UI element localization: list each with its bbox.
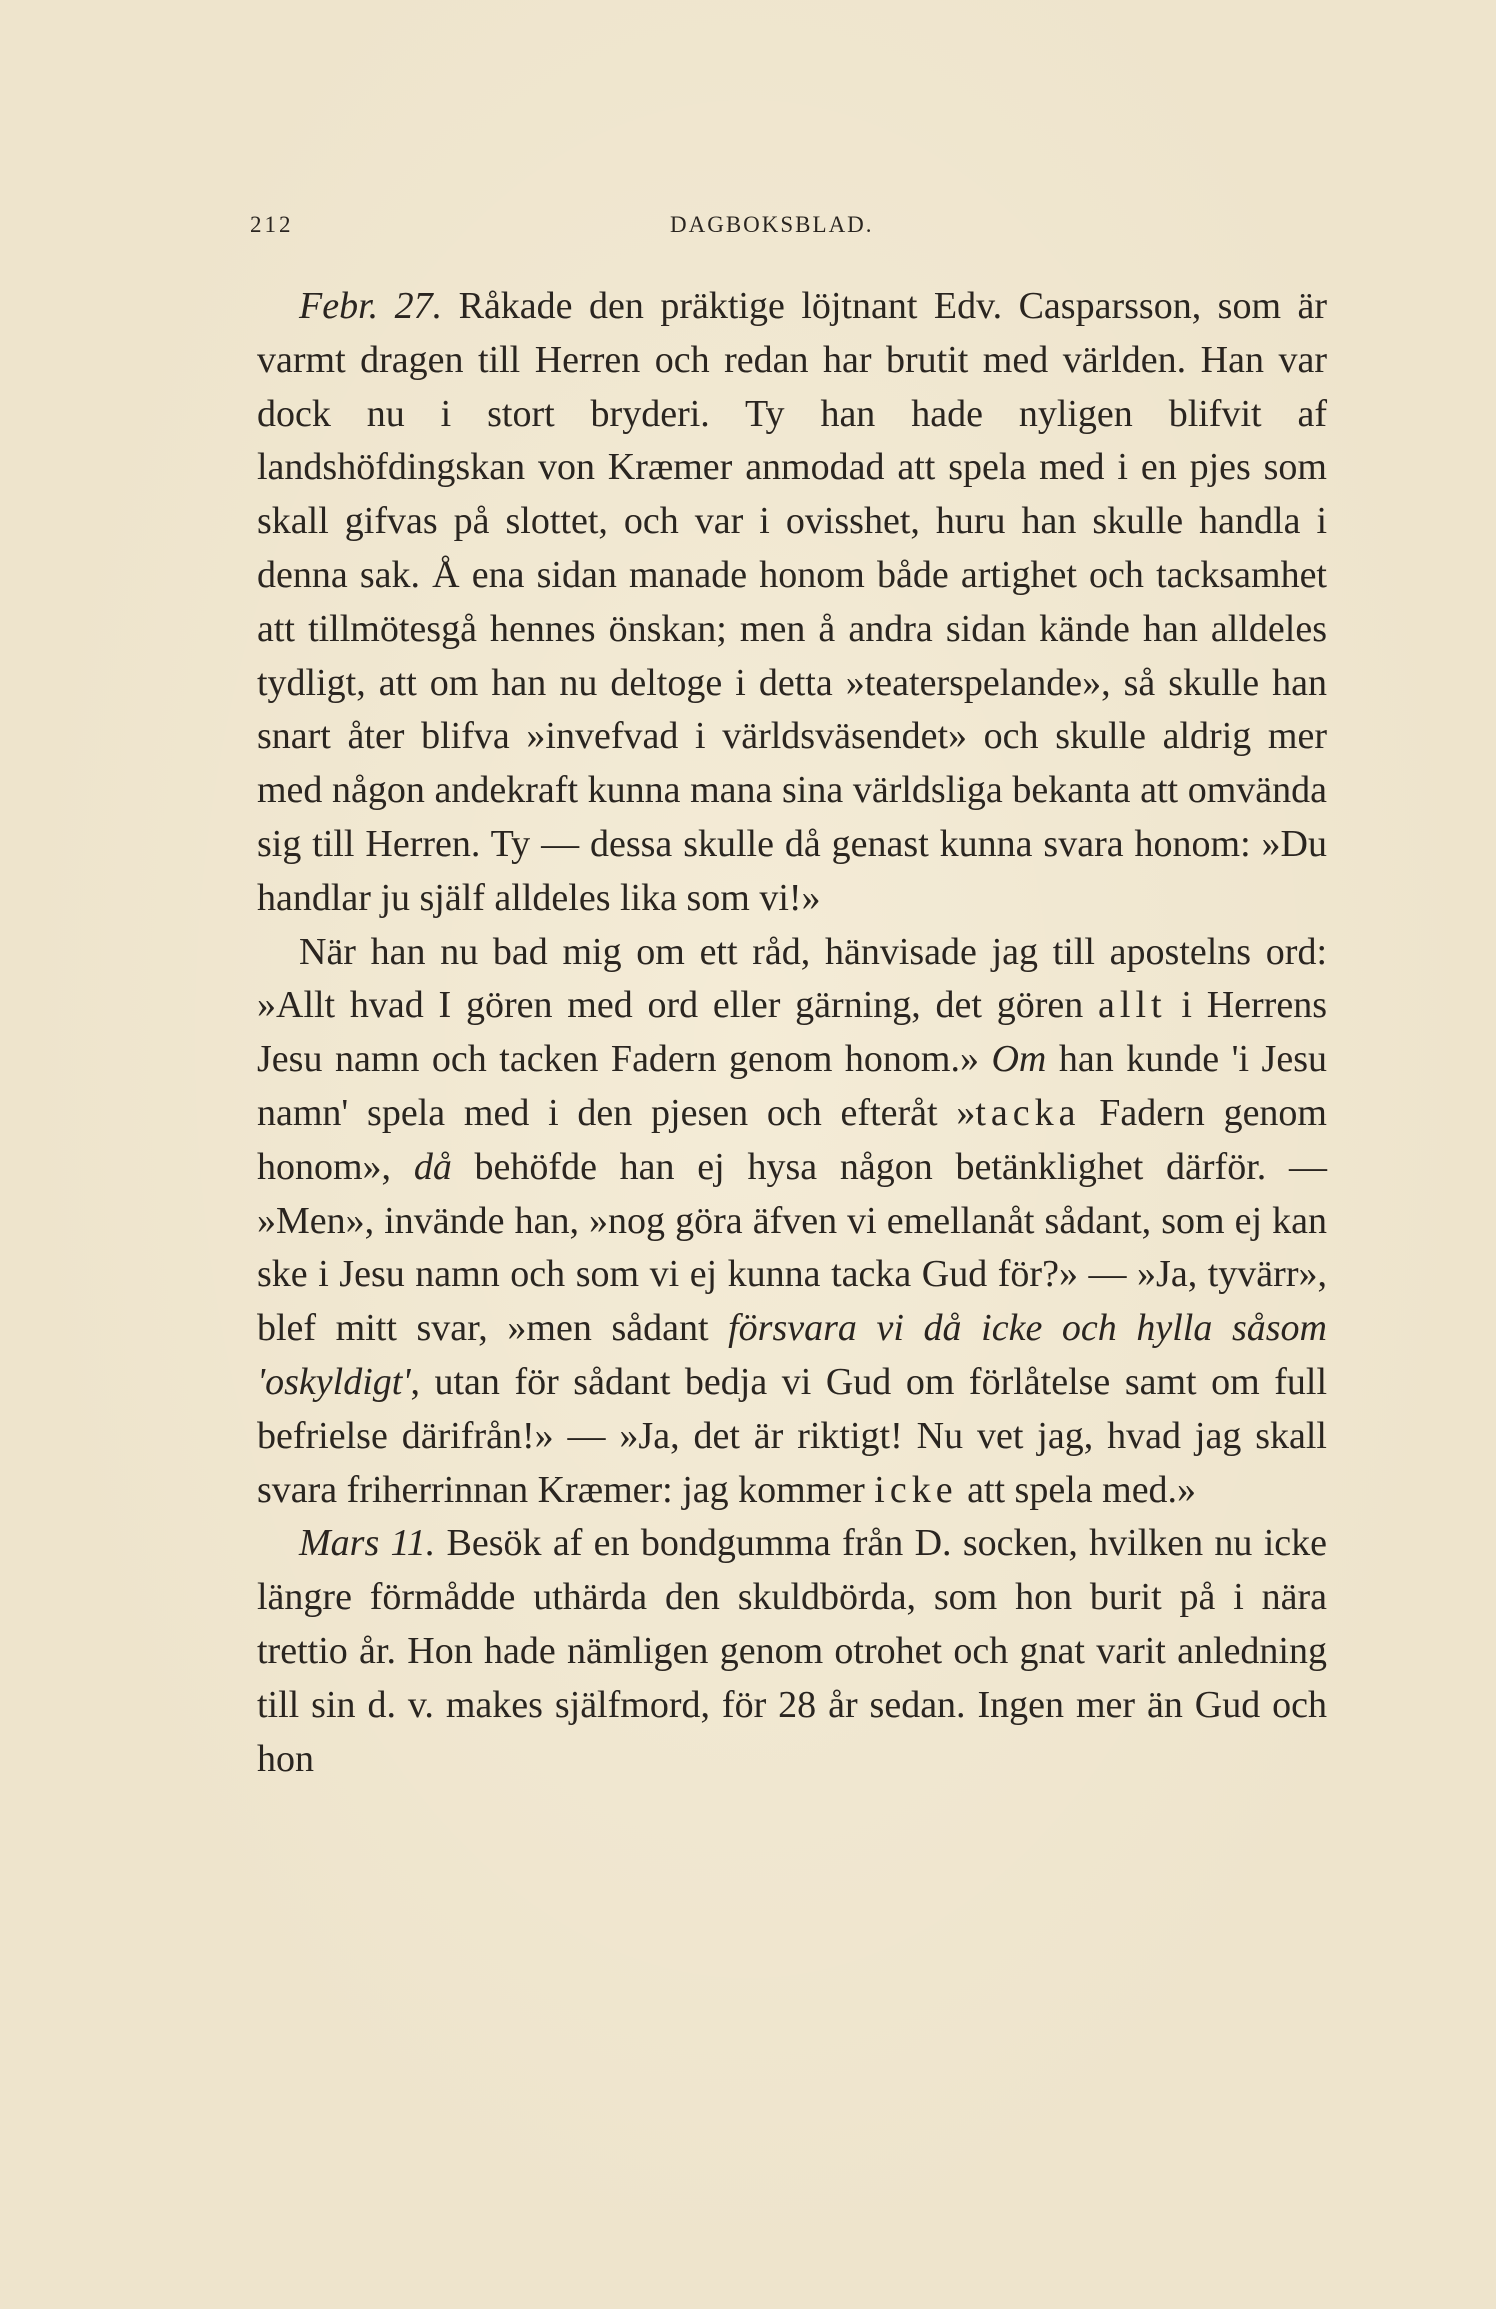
- text-segment: han kunde 'i Jesu namn' spela med i den pjesen och efteråt »: [257, 1038, 1327, 1134]
- spaced-emphasis: allt: [1098, 984, 1167, 1027]
- spaced-emphasis: icke: [874, 1468, 958, 1511]
- page-number: 212: [250, 212, 294, 237]
- entry-date: Febr. 27.: [299, 285, 443, 327]
- running-title: DAGBOKSBLAD.: [670, 212, 874, 237]
- body-text: [257, 280, 1327, 1786]
- text-segment: i Herrens Jesu namn och tacken Fadern genom honom.»: [257, 984, 1327, 1081]
- text-segment: att spela med.»: [957, 1468, 1197, 1511]
- italic-emphasis: försvara vi då icke och hylla såsom 'oskyldigt': [257, 1307, 1327, 1403]
- entry-text: Besök af en bondgumma från D. socken, hvilken nu icke längre förmådde uthärda den skuldbörda, som hon burit på i nära trettio år. Hon hade nämligen genom otrohet och gnat varit anledning till sin d. v. makes själfmord, för 28 år sedan. Ingen mer än Gud och hon: [257, 1522, 1328, 1780]
- entry-febr-27: [257, 280, 1327, 926]
- italic-emphasis: Om: [991, 1038, 1047, 1081]
- text-segment: När han nu bad mig om ett råd, hänvisade jag till apostelns ord: »Allt hvad I gören med ord eller gärning, det gören: [257, 930, 1327, 1027]
- text-segment: behöfde han ej hysa någon betänklighet därför. — »Men», invände han, »nog göra äfven vi emellanåt sådant, som ej kan ske i Jesu namn och som vi ej kunna tacka Gud för?» — »Ja, tyvärr», blef mitt svar, »men sådant: [257, 1145, 1328, 1350]
- entry-text: Råkade den präktige löjtnant Edv. Casparsson, som är varmt dragen till Herren och redan har brutit med världen. Han var dock nu i stort bryderi. Ty han hade nyligen blifvit af landshöfdingskan von Kræmer anmodad att spela med i en pjes som skall gifvas på slottet, och var i ovisshet, huru han skulle handla i denna sak. Å ena sidan manade honom både artighet och tacksamhet att tillmötesgå hennes önskan; men å andra sidan kände han alldeles tydligt, att om han nu deltoge i detta »teaterspelande», så skulle han snart åter blifva »invefvad i världsväsendet» och skulle aldrig mer med någon andekraft kunna mana sina världsliga bekanta att omvända sig till Herren. Ty — dessa skulle då genast kunna svara honom: »Du handlar ju själf alldeles lika som vi!»: [257, 285, 1327, 919]
- entry-date: Mars 11.: [299, 1522, 436, 1565]
- text-segment: , utan för sådant bedja vi Gud om förlåtelse samt om full befrielse därifrån!» — »Ja, det är riktigt! Nu vet jag, hvad jag skall svara friherrinnan Kræmer: jag kommer: [257, 1360, 1327, 1511]
- page-header: [250, 212, 1330, 252]
- entry-mars-11: [257, 1517, 1327, 1786]
- italic-emphasis: då: [413, 1145, 452, 1188]
- entry-febr-27-continuation: [257, 926, 1327, 1518]
- spaced-emphasis: tacka: [975, 1091, 1081, 1134]
- text-segment: Fadern genom honom»,: [257, 1091, 1327, 1188]
